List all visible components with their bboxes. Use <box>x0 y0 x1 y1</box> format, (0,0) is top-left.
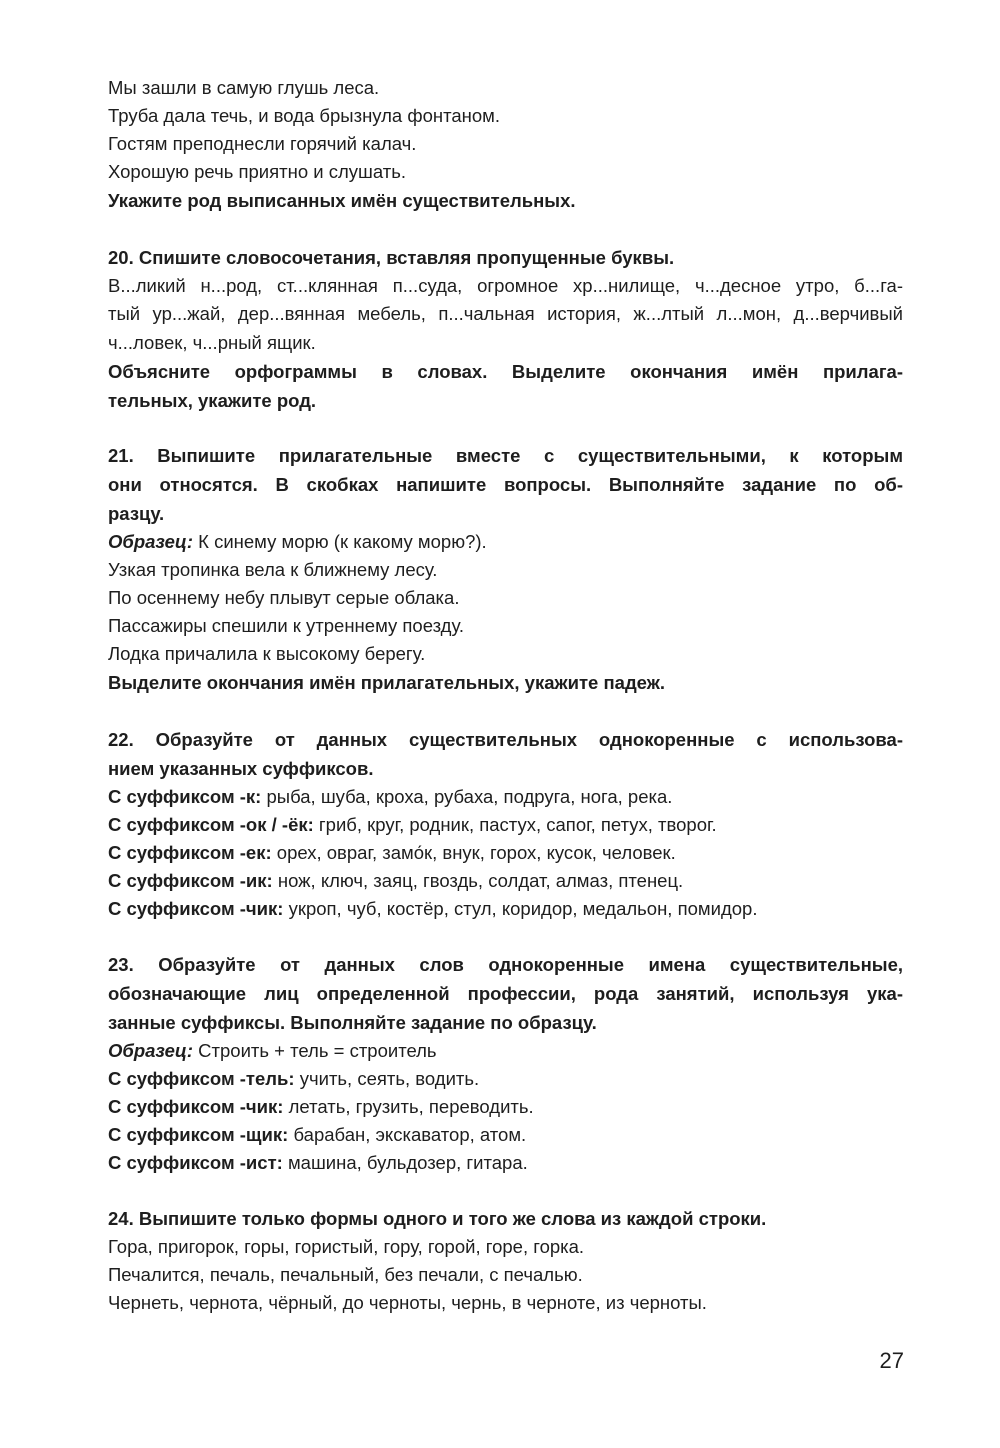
suffix-label: С суффиксом -к: <box>108 786 262 807</box>
exercise-21-title: они относятся. В скобках напишите вопросы. Выполняйте задание по об- <box>108 474 903 495</box>
suffix-label: С суффиксом -ик: <box>108 870 273 891</box>
suffix-row <box>108 1149 903 1177</box>
sentence-line: Пассажиры спешили к утреннему поезду. <box>108 615 464 636</box>
suffix-row <box>108 1065 903 1093</box>
sentence-line: Лодка причалила к высокому берегу. <box>108 643 426 664</box>
sentence-line: Мы зашли в самую глушь леса. <box>108 77 380 98</box>
suffix-words: гриб, круг, родник, пастух, сапог, петух, творог. <box>313 814 717 835</box>
suffix-row <box>108 811 903 839</box>
suffix-row <box>108 895 903 923</box>
suffix-row <box>108 1093 903 1121</box>
exercise-20-body-line: тый ур...жай, дер...вянная мебель, п...чальная история, ж...лтый л...мон, д...верчивый <box>108 303 903 324</box>
instruction-text: Укажите род выписанных имён существительных. <box>108 190 576 211</box>
suffix-label: С суффиксом -ист: <box>108 1152 283 1173</box>
suffix-words: летать, грузить, переводить. <box>283 1096 534 1117</box>
sample-label: Образец: <box>108 1040 194 1061</box>
exercise-21-title: разцу. <box>108 503 165 524</box>
exercise-20-instruction: тельных, укажите род. <box>108 390 317 411</box>
exercise-20-title: 20. Спишите словосочетания, вставляя пропущенные буквы. <box>108 247 675 268</box>
sample-text: К синему морю (к какому морю?). <box>193 531 487 552</box>
sample-text: Строить + тель = строитель <box>193 1040 437 1061</box>
suffix-words: учить, сеять, водить. <box>294 1068 480 1089</box>
exercise-20-instruction: Объясните орфограммы в словах. Выделите окончания имён прилага- <box>108 361 903 382</box>
suffix-label: С суффиксом -чик: <box>108 898 284 919</box>
exercise-23-title: обозначающие лиц определенной профессии, рода занятий, используя ука- <box>108 983 903 1004</box>
exercise-20-body-line: В...ликий н...род, ст...клянная п...суда, огромное хр...нилище, ч...десное утро, б...га- <box>108 275 903 296</box>
suffix-words: орех, овраг, замо́к, внук, горох, кусок, человек. <box>271 842 676 863</box>
exercise-21-sample <box>108 528 903 556</box>
suffix-words: нож, ключ, заяц, гвоздь, солдат, алмаз, птенец. <box>272 870 684 891</box>
page-number: 27 <box>879 1348 904 1373</box>
suffix-row <box>108 867 903 895</box>
suffix-words: барабан, экскаватор, атом. <box>288 1124 527 1145</box>
suffix-words: укроп, чуб, костёр, стул, коридор, медальон, помидор. <box>283 898 758 919</box>
suffix-label: С суффиксом -тель: <box>108 1068 295 1089</box>
exercise-21-title: 21. Выпишите прилагательные вместе с существительными, к которым <box>108 445 903 466</box>
exercise-23-title: 23. Образуйте от данных слов однокоренные имена существительные, <box>108 954 903 975</box>
suffix-words: машина, бульдозер, гитара. <box>282 1152 528 1173</box>
sentence-line: По осеннему небу плывут серые облака. <box>108 587 460 608</box>
exercise-24-title: 24. Выпишите только формы одного и того же слова из каждой строки. <box>108 1208 767 1229</box>
sample-label: Образец: <box>108 531 194 552</box>
sentence-line: Чернеть, чернота, чёрный, до черноты, чернь, в черноте, из черноты. <box>108 1292 707 1313</box>
exercise-22-title: 22. Образуйте от данных существительных однокоренные с использова- <box>108 729 903 750</box>
sentence-line: Гора, пригорок, горы, гористый, гору, горой, горе, горка. <box>108 1236 585 1257</box>
suffix-label: С суффиксом -ек: <box>108 842 272 863</box>
suffix-label: С суффиксом -ок / -ёк: <box>108 814 314 835</box>
suffix-label: С суффиксом -чик: <box>108 1096 284 1117</box>
suffix-row <box>108 1121 903 1149</box>
sentence-line: Печалится, печаль, печальный, без печали, с печалью. <box>108 1264 583 1285</box>
sentence-line: Гостям преподнесли горячий калач. <box>108 133 417 154</box>
exercise-21-instruction: Выделите окончания имён прилагательных, укажите падеж. <box>108 672 665 693</box>
sentence-line: Узкая тропинка вела к ближнему лесу. <box>108 559 438 580</box>
exercise-22-title: нием указанных суффиксов. <box>108 758 374 779</box>
exercise-23-title: занные суффиксы. Выполняйте задание по образцу. <box>108 1012 597 1033</box>
suffix-words: рыба, шуба, кроха, рубаха, подруга, нога, река. <box>261 786 673 807</box>
suffix-label: С суффиксом -щик: <box>108 1124 289 1145</box>
suffix-row <box>108 783 903 811</box>
suffix-row <box>108 839 903 867</box>
sentence-line: Хорошую речь приятно и слушать. <box>108 161 407 182</box>
sentence-line: Труба дала течь, и вода брызнула фонтаном. <box>108 105 500 126</box>
exercise-23-sample <box>108 1037 903 1065</box>
exercise-20-body-line: ч...ловек, ч...рный ящик. <box>108 332 316 353</box>
